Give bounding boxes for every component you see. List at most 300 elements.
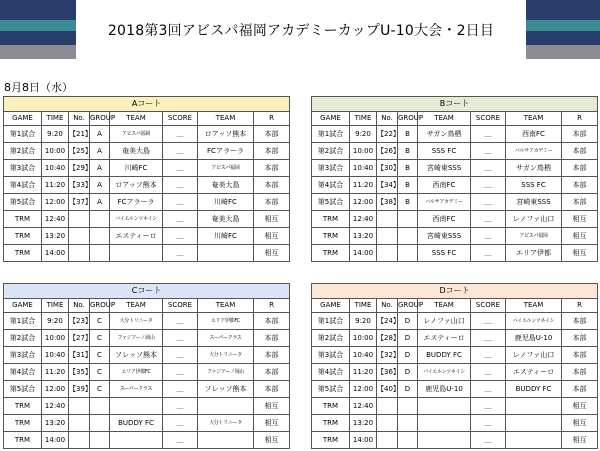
time-cell: 11:20 [350,177,377,194]
referee-cell: 本部 [254,160,290,177]
match-no-cell [69,415,90,432]
court-b-schedule [311,96,598,262]
court-name: Dコート [312,284,598,299]
match-no-cell: 【22】 [377,126,398,143]
match-row [4,381,290,398]
score-cell: ＿ [163,347,198,364]
referee-cell: 相互 [562,211,598,228]
game-cell: TRM [312,432,350,449]
group-cell: A [90,126,110,143]
match-no-cell: 【34】 [377,177,398,194]
group-cell: B [398,126,418,143]
time-cell: 14:00 [350,245,377,262]
match-no-cell: 【24】 [377,313,398,330]
team-2-cell: 大分トリニータ [198,347,254,364]
referee-cell: 相互 [562,415,598,432]
col-score: SCORE [471,299,506,313]
time-cell: 11:20 [42,177,69,194]
match-row [4,177,290,194]
score-cell: ＿ [471,347,506,364]
game-cell: 第1試合 [4,313,42,330]
match-row [4,330,290,347]
col-referee: R [562,299,598,313]
team-1-cell: バルサアカデミー [418,194,471,211]
score-cell: ＿ [163,398,198,415]
header-bar-navy-right-2 [526,31,600,45]
group-cell: B [398,143,418,160]
score-cell: ＿ [471,313,506,330]
col-game: GAME [4,299,42,313]
team-1-cell: エリア伊都FC [110,364,163,381]
match-no-cell: 【38】 [377,194,398,211]
referee-cell: 本部 [562,347,598,364]
game-cell: TRM [4,432,42,449]
time-cell: 10:40 [42,347,69,364]
match-no-cell: 【29】 [69,160,90,177]
match-no-cell [377,398,398,415]
referee-cell: 本部 [254,143,290,160]
group-cell [90,245,110,262]
group-cell: D [398,313,418,330]
match-no-cell: 【30】 [377,160,398,177]
match-row [312,143,598,160]
col-no: No. [377,299,398,313]
group-cell: D [398,347,418,364]
match-row [4,126,290,143]
match-row [312,177,598,194]
time-cell: 14:00 [350,432,377,449]
header-bar-navy-left-2 [0,31,76,45]
score-cell: ＿ [163,313,198,330]
referee-cell: 本部 [562,143,598,160]
match-row [312,126,598,143]
score-cell: ＿ [163,194,198,211]
match-row [4,194,290,211]
referee-cell: 相互 [562,228,598,245]
team-2-cell: 奄美大島 [198,177,254,194]
team-1-cell: 奄美大島 [110,143,163,160]
col-referee: R [254,112,290,126]
game-cell: 第3試合 [4,160,42,177]
team-1-cell: ソレッソ熊本 [110,347,163,364]
team-1-cell: ファジアーノ岡山 [110,330,163,347]
group-cell [398,432,418,449]
group-cell [398,245,418,262]
col-score: SCORE [163,112,198,126]
team-2-cell: 西南FC [506,126,562,143]
referee-cell: 本部 [254,177,290,194]
date-label: 8月8日（水） [4,81,73,94]
match-no-cell [69,211,90,228]
team-2-cell [506,432,562,449]
score-cell: ＿ [163,245,198,262]
score-cell: ＿ [163,160,198,177]
match-no-cell [377,211,398,228]
team-2-cell: サガン鳥栖 [506,160,562,177]
match-row [312,415,598,432]
game-cell: TRM [4,245,42,262]
game-cell: TRM [312,398,350,415]
score-cell: ＿ [163,415,198,432]
match-row [4,347,290,364]
time-cell: 10:40 [350,347,377,364]
match-no-cell: 【21】 [69,126,90,143]
score-cell: ＿ [163,364,198,381]
team-1-cell [418,415,471,432]
score-cell: ＿ [471,415,506,432]
group-cell: B [398,177,418,194]
score-cell: ＿ [163,330,198,347]
referee-cell: 本部 [562,177,598,194]
group-cell: A [90,143,110,160]
referee-cell: 相互 [562,245,598,262]
score-cell: ＿ [471,194,506,211]
team-1-cell: FCアラーラ [110,194,163,211]
col-team-2: TEAM [198,299,254,313]
referee-cell: 本部 [562,194,598,211]
score-cell: ＿ [471,381,506,398]
col-group: GROUP [398,299,418,313]
score-cell: ＿ [163,432,198,449]
team-1-cell: 西南FC [418,211,471,228]
score-cell: ＿ [163,177,198,194]
match-row [4,228,290,245]
game-cell: 第3試合 [4,347,42,364]
team-2-cell [198,245,254,262]
team-1-cell: 川崎FC [110,160,163,177]
referee-cell: 相互 [254,211,290,228]
score-cell: ＿ [163,126,198,143]
game-cell: 第1試合 [312,126,350,143]
match-row [4,211,290,228]
col-group: GROUP [90,112,110,126]
game-cell: TRM [4,228,42,245]
match-no-cell [377,415,398,432]
time-cell: 13:20 [350,415,377,432]
col-time: TIME [42,112,69,126]
game-cell: 第2試合 [4,143,42,160]
referee-cell: 本部 [562,160,598,177]
match-row [4,160,290,177]
team-1-cell: BUDDY FC [418,347,471,364]
match-row [312,330,598,347]
match-row [312,245,598,262]
score-cell: ＿ [471,160,506,177]
group-cell [398,415,418,432]
col-team-2: TEAM [506,299,562,313]
match-row [4,245,290,262]
referee-cell: 本部 [562,126,598,143]
time-cell: 10:00 [350,330,377,347]
team-1-cell: 西南FC [418,177,471,194]
game-cell: 第2試合 [312,143,350,160]
col-team-1: TEAM [110,112,163,126]
group-cell [90,432,110,449]
group-cell [398,211,418,228]
team-2-cell: 奄美大島 [198,211,254,228]
col-team-1: TEAM [418,112,471,126]
time-cell: 9:20 [42,313,69,330]
header-bar-teal-left [0,20,76,31]
match-no-cell [69,228,90,245]
time-cell: 10:00 [42,330,69,347]
group-cell: C [90,330,110,347]
team-1-cell: ロアッソ熊本 [110,177,163,194]
team-2-cell: レノファ山口 [506,211,562,228]
group-cell [398,398,418,415]
time-cell: 12:00 [42,381,69,398]
match-row [312,347,598,364]
referee-cell: 本部 [254,330,290,347]
team-2-cell: バルサアカデミー [506,143,562,160]
header-bar-navy-right [526,0,600,20]
match-row [312,228,598,245]
team-1-cell: エスティーロ [418,330,471,347]
game-cell: 第5試合 [4,194,42,211]
col-time: TIME [350,299,377,313]
score-cell: ＿ [163,228,198,245]
time-cell: 10:00 [350,143,377,160]
header-bar-gray-left [0,45,76,59]
referee-cell: 相互 [254,398,290,415]
time-cell: 12:00 [350,194,377,211]
match-no-cell: 【40】 [377,381,398,398]
match-row [4,364,290,381]
team-1-cell [418,432,471,449]
referee-cell: 相互 [254,245,290,262]
match-no-cell [377,228,398,245]
time-cell: 12:40 [350,211,377,228]
match-no-cell: 【35】 [69,364,90,381]
referee-cell: 本部 [562,381,598,398]
col-game: GAME [312,112,350,126]
team-1-cell: アビスパ福岡 [110,126,163,143]
team-2-cell: 鹿児島U-10 [506,330,562,347]
team-2-cell [506,398,562,415]
game-cell: TRM [4,415,42,432]
time-cell: 13:20 [42,415,69,432]
match-no-cell [377,245,398,262]
team-1-cell: BUDDY FC [110,415,163,432]
match-no-cell: 【37】 [69,194,90,211]
time-cell: 12:00 [350,381,377,398]
team-2-cell: 川崎FC [198,228,254,245]
court-d-schedule [311,283,598,449]
col-team-2: TEAM [198,112,254,126]
group-cell: C [90,381,110,398]
match-row [4,143,290,160]
referee-cell: 本部 [254,126,290,143]
team-1-cell [418,398,471,415]
group-cell: C [90,313,110,330]
time-cell: 9:20 [350,313,377,330]
time-cell: 12:40 [42,211,69,228]
team-1-cell [110,245,163,262]
team-2-cell: エスティーロ [506,364,562,381]
referee-cell: 相互 [562,432,598,449]
time-cell: 14:00 [42,432,69,449]
game-cell: 第3試合 [312,347,350,364]
col-no: No. [69,112,90,126]
referee-cell: 相互 [254,415,290,432]
court-name: Cコート [4,284,290,299]
match-row [312,194,598,211]
match-row [312,211,598,228]
team-1-cell: スーパークラス [110,381,163,398]
col-game: GAME [4,112,42,126]
col-team-2: TEAM [506,112,562,126]
match-row [312,160,598,177]
referee-cell: 本部 [254,313,290,330]
time-cell: 12:40 [350,398,377,415]
game-cell: TRM [4,211,42,228]
team-1-cell [110,398,163,415]
group-cell: B [398,194,418,211]
score-cell: ＿ [471,364,506,381]
match-no-cell: 【33】 [69,177,90,194]
match-no-cell: 【23】 [69,313,90,330]
team-2-cell: FCアラーラ [198,143,254,160]
match-row [4,415,290,432]
group-cell [398,228,418,245]
col-referee: R [254,299,290,313]
col-team-1: TEAM [418,299,471,313]
col-team-1: TEAM [110,299,163,313]
game-cell: 第4試合 [312,177,350,194]
team-1-cell: 宮崎東SSS [418,228,471,245]
referee-cell: 本部 [562,364,598,381]
time-cell: 13:20 [350,228,377,245]
team-1-cell: SSS FC [418,245,471,262]
team-2-cell: SSS FC [506,177,562,194]
game-cell: 第2試合 [312,330,350,347]
group-cell: D [398,364,418,381]
group-cell [90,398,110,415]
col-score: SCORE [163,299,198,313]
team-1-cell: エスティーロ [110,228,163,245]
team-2-cell: 川崎FC [198,194,254,211]
game-cell: 第3試合 [312,160,350,177]
game-cell: 第5試合 [312,381,350,398]
court-name: Aコート [4,97,290,112]
group-cell: A [90,177,110,194]
court-name: Bコート [312,97,598,112]
match-row [4,313,290,330]
group-cell: A [90,160,110,177]
team-2-cell: 大分トリニータ [198,415,254,432]
match-no-cell [69,432,90,449]
group-cell: A [90,194,110,211]
col-no: No. [69,299,90,313]
time-cell: 12:00 [42,194,69,211]
game-cell: TRM [4,398,42,415]
game-cell: 第1試合 [4,126,42,143]
match-no-cell: 【28】 [377,330,398,347]
team-2-cell [198,432,254,449]
team-2-cell: 宮崎東SSS [506,194,562,211]
team-1-cell: バイエルンツネイシ [418,364,471,381]
col-time: TIME [42,299,69,313]
group-cell [90,211,110,228]
team-2-cell: エリア伊都 [506,245,562,262]
col-score: SCORE [471,112,506,126]
group-cell: C [90,347,110,364]
score-cell: ＿ [471,228,506,245]
match-row [312,364,598,381]
referee-cell: 本部 [254,381,290,398]
game-cell: TRM [312,415,350,432]
game-cell: 第4試合 [4,177,42,194]
team-2-cell: ソレッソ熊本 [198,381,254,398]
team-2-cell: アビスパ福岡 [198,160,254,177]
referee-cell: 本部 [254,194,290,211]
team-2-cell: ロアッソ熊本 [198,126,254,143]
game-cell: 第1試合 [312,313,350,330]
group-cell: D [398,330,418,347]
referee-cell: 本部 [254,347,290,364]
col-time: TIME [350,112,377,126]
match-row [312,398,598,415]
team-1-cell [110,432,163,449]
time-cell: 12:40 [42,398,69,415]
score-cell: ＿ [471,398,506,415]
match-no-cell: 【25】 [69,143,90,160]
col-referee: R [562,112,598,126]
time-cell: 9:20 [42,126,69,143]
team-2-cell: アビスパ福岡 [506,228,562,245]
match-no-cell [377,432,398,449]
col-game: GAME [312,299,350,313]
score-cell: ＿ [471,432,506,449]
group-cell [90,415,110,432]
match-row [4,398,290,415]
referee-cell: 本部 [254,364,290,381]
game-cell: 第4試合 [4,364,42,381]
game-cell: 第4試合 [312,364,350,381]
game-cell: 第5試合 [4,381,42,398]
team-2-cell: エリア伊都FC [198,313,254,330]
referee-cell: 相互 [254,432,290,449]
time-cell: 10:00 [42,143,69,160]
match-no-cell [69,398,90,415]
team-1-cell: SSS FC [418,143,471,160]
match-no-cell: 【32】 [377,347,398,364]
game-cell: TRM [312,245,350,262]
group-cell: B [398,160,418,177]
group-cell: D [398,381,418,398]
header-bar-teal-right [526,20,600,31]
score-cell: ＿ [471,211,506,228]
team-2-cell: BUDDY FC [506,381,562,398]
team-1-cell: レノファ山口 [418,313,471,330]
team-1-cell: 宮崎東SSS [418,160,471,177]
col-no: No. [377,112,398,126]
team-2-cell: ファジアーノ岡山 [198,364,254,381]
match-no-cell: 【26】 [377,143,398,160]
page-title: 2018第3回アビスパ福岡アカデミーカップU-10大会・2日目 [107,23,495,39]
time-cell: 10:40 [350,160,377,177]
match-row [312,381,598,398]
match-no-cell: 【31】 [69,347,90,364]
referee-cell: 本部 [562,330,598,347]
score-cell: ＿ [163,211,198,228]
score-cell: ＿ [163,381,198,398]
match-no-cell: 【27】 [69,330,90,347]
team-1-cell: サガン鳥栖 [418,126,471,143]
time-cell: 11:20 [350,364,377,381]
team-2-cell [506,415,562,432]
game-cell: TRM [312,211,350,228]
